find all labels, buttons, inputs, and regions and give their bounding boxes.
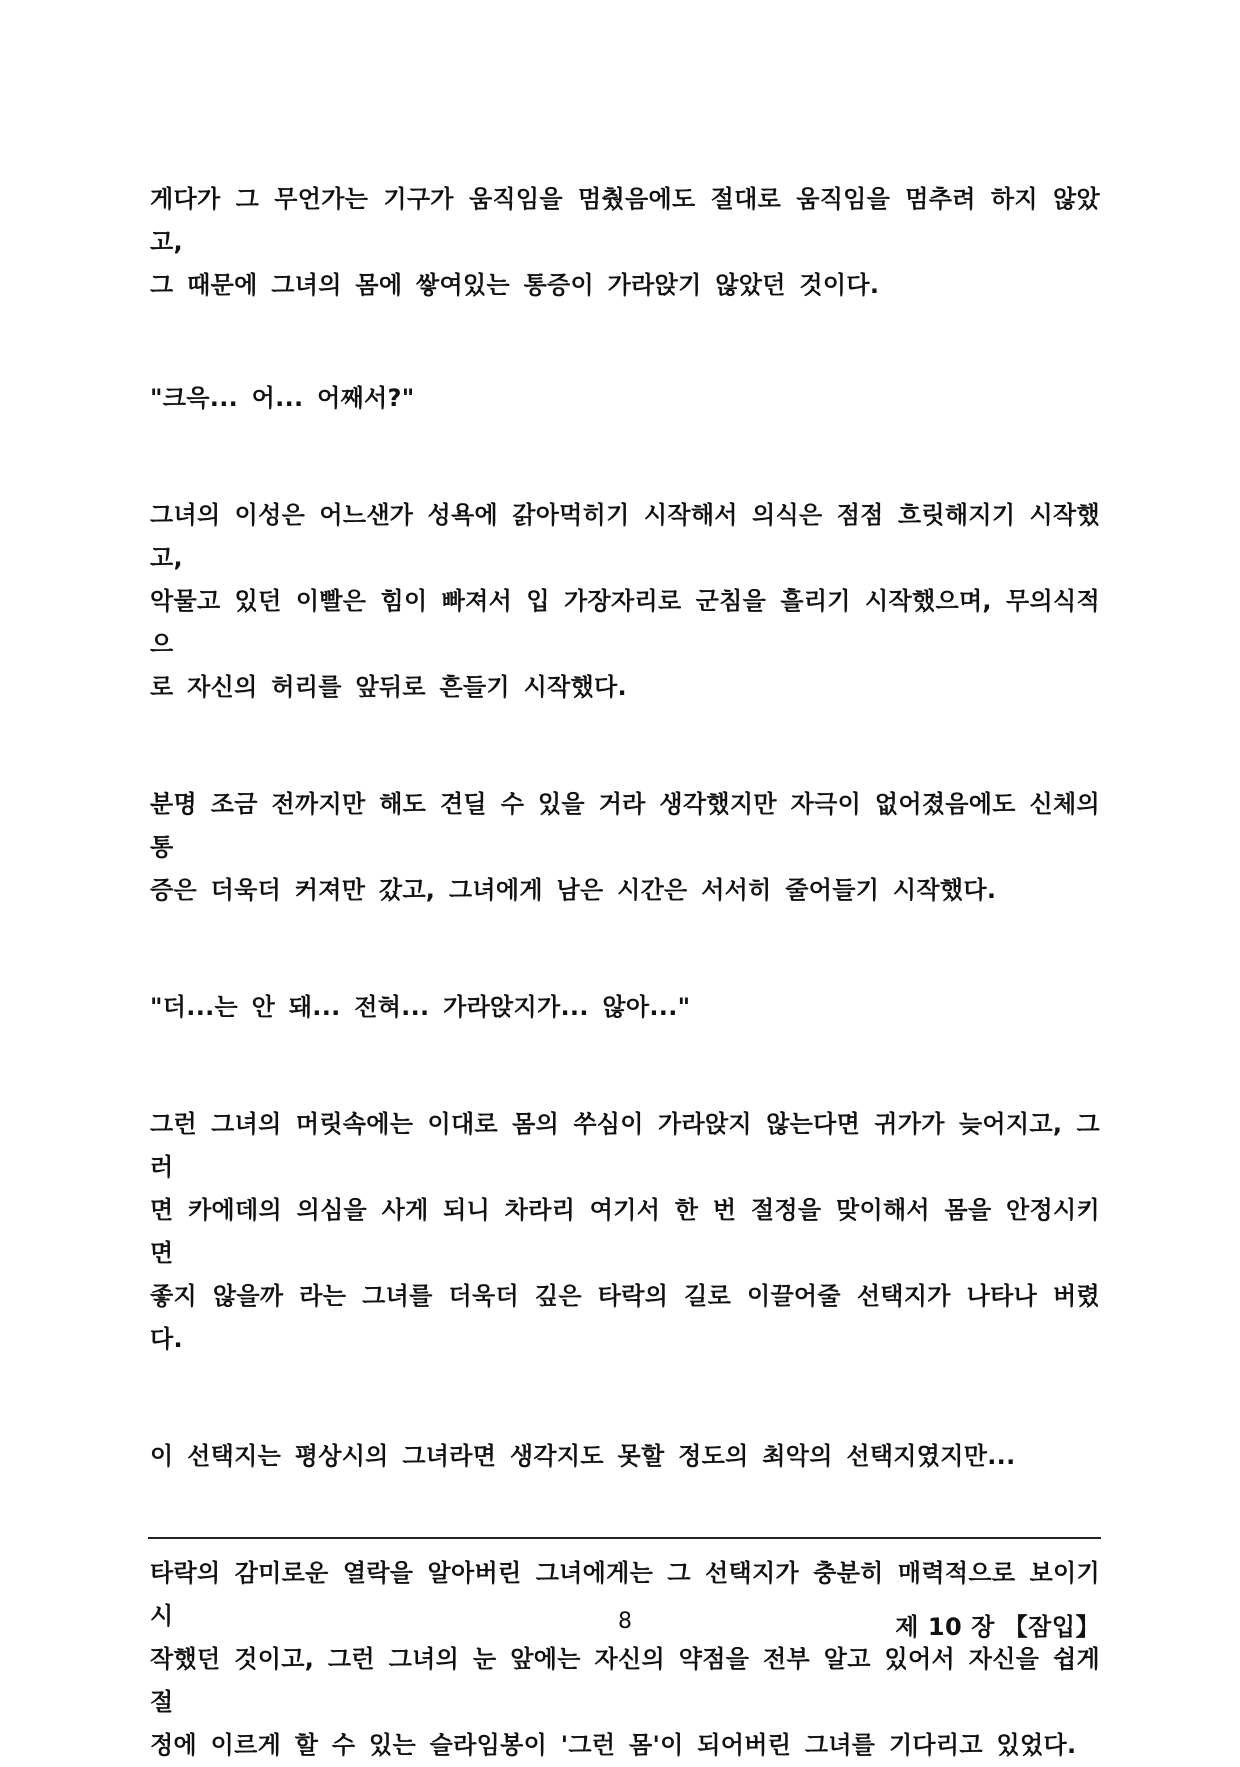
text-line: 그 때문에 그녀의 몸에 쌓여있는 통증이 가라앉기 않았던 것이다.: [150, 271, 880, 299]
paragraph: [150, 1552, 1100, 1767]
text-line: "더...는 안 돼... 전혀... 가라앉지가... 않아...": [150, 993, 691, 1021]
text-line: 정에 이르게 할 수 있는 슬라임봉이 '그런 몸'이 되어버린 그녀를 기다리고 있었다.: [150, 1731, 1077, 1759]
paragraph: [150, 783, 1100, 912]
dialogue-paragraph: [150, 377, 1100, 420]
paragraph: [150, 494, 1100, 709]
text-line: 게다가 그 무언가는 기구가 움직임을 멈췄음에도 절대로 움직임을 멈추려 하지 않았고,: [150, 185, 1100, 256]
text-line: 좋지 않을까 라는 그녀를 더욱더 깊은 타락의 길로 이끌어줄 선택지가 나타나 버렸다.: [150, 1282, 1100, 1353]
text-line: 분명 조금 전까지만 해도 견딜 수 있을 거라 생각했지만 자극이 없어졌음에도 신체의 통: [150, 790, 1100, 861]
text-line: 그런 그녀의 머릿속에는 이대로 몸의 쑤심이 가라앉지 않는다면 귀가가 늦어지고, 그러: [150, 1110, 1100, 1181]
text-line: 로 자신의 허리를 앞뒤로 흔들기 시작했다.: [150, 673, 627, 701]
footer-divider: [148, 1537, 1101, 1539]
chapter-title: 제 10 장 【잠입】: [895, 1613, 1100, 1641]
text-line: 면 카에데의 의심을 사게 되니 차라리 여기서 한 번 절정을 맞이해서 몸을 안정시키면: [150, 1196, 1100, 1267]
text-line: 타락의 감미로운 열락을 알아버린 그녀에게는 그 선택지가 충분히 매력적으로 보이기 시: [150, 1559, 1100, 1630]
text-line: "크윽... 어... 어째서?": [150, 384, 415, 412]
paragraph: [150, 178, 1100, 307]
paragraph: [150, 1435, 1100, 1478]
paragraph: [150, 1103, 1100, 1361]
text-line: 증은 더욱더 커져만 갔고, 그녀에게 남은 시간은 서서히 줄어들기 시작했다.: [150, 876, 997, 904]
page-number: 8: [618, 1609, 632, 1634]
text-line: 악물고 있던 이빨은 힘이 빠져서 입 가장자리로 군침을 흘리기 시작했으며, 무의식적으: [150, 587, 1100, 658]
body-text: [150, 178, 1100, 1767]
dialogue-paragraph: [150, 986, 1100, 1029]
text-line: 이 선택지는 평상시의 그녀라면 생각지도 못할 정도의 최악의 선택지였지만...: [150, 1442, 1016, 1470]
text-line: 그녀의 이성은 어느샌가 성욕에 갉아먹히기 시작해서 의식은 점점 흐릿해지기 시작했고,: [150, 501, 1100, 572]
text-line: 작했던 것이고, 그런 그녀의 눈 앞에는 자신의 약점을 전부 알고 있어서 자신을 쉽게 절: [150, 1645, 1100, 1716]
